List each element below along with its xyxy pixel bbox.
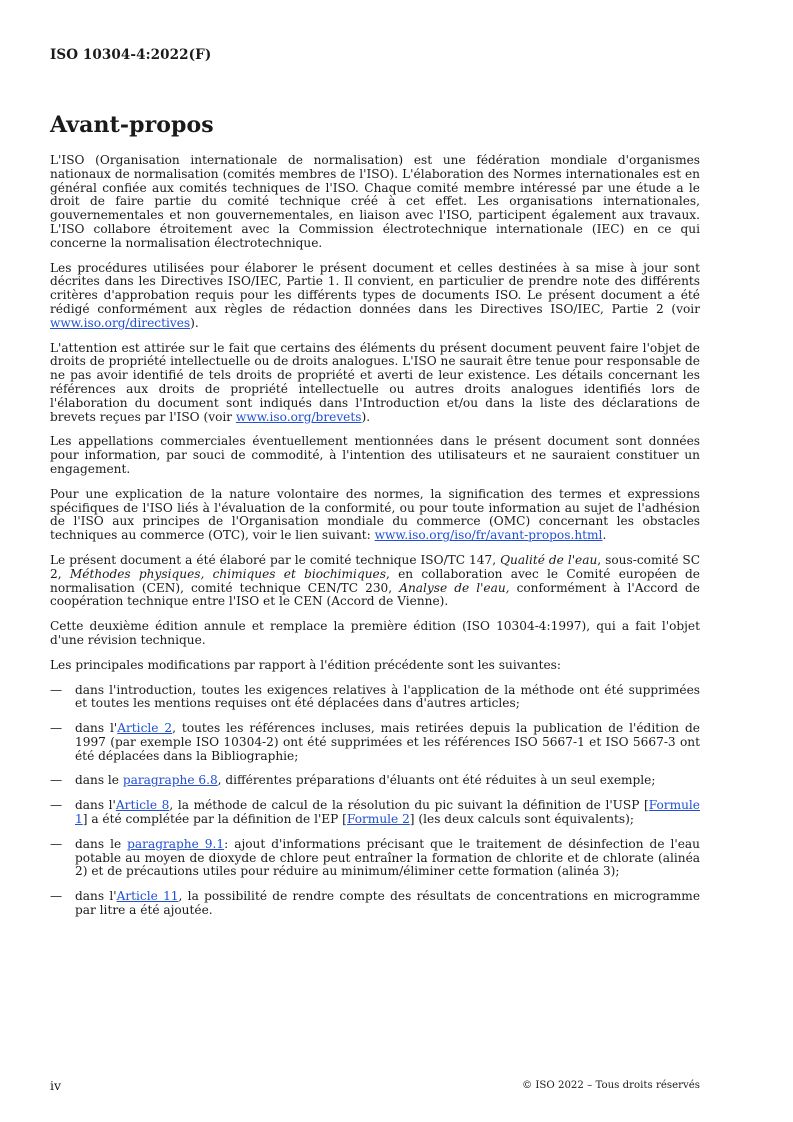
article-8-link[interactable]: Article 8 bbox=[115, 798, 170, 813]
paragraph-5-end: . bbox=[602, 528, 607, 543]
list-item bbox=[50, 838, 700, 879]
dash-bullet: — bbox=[50, 836, 63, 851]
list-item bbox=[50, 684, 700, 712]
paragraph-7 bbox=[50, 620, 700, 648]
paragraph-2-end: ). bbox=[190, 315, 199, 330]
change-4-text-a: dans l' bbox=[75, 798, 116, 813]
paragraph-5 bbox=[50, 488, 700, 543]
avant-propos-link[interactable]: www.iso.org/iso/fr/avant-propos.html bbox=[374, 528, 603, 543]
cen-committee-name-italic: Analyse de l'eau, bbox=[399, 580, 510, 595]
dash-bullet: — bbox=[50, 798, 63, 813]
change-5-text: dans le bbox=[75, 836, 128, 851]
list-item bbox=[50, 722, 700, 763]
list-item bbox=[50, 774, 700, 788]
paragraph-1 bbox=[50, 154, 700, 251]
paragraph-3-end: ). bbox=[361, 409, 371, 424]
section-title: Avant-propos bbox=[50, 112, 214, 138]
dash-bullet: — bbox=[50, 889, 63, 904]
foreword-body bbox=[50, 154, 700, 929]
list-item bbox=[50, 799, 700, 827]
paragraph-3-text: L'attention est attirée sur le fait que certains des éléments du présent document peuvent faire l'objet de droits de propriété intellectuelle ou de droits analogues. L'ISO ne saurait être tenue pour responsable de ne pas avoir identifié de tels droits de propriété et averti de leur existence. Les détails concernant les références aux droits de propriété intellectuelle ou autres droits analogues identifiés lors de l'élaboration du document sont indiqués dans l'Introduction et/ou dans la liste des déclarations de brevets reçues par l'ISO (voir bbox=[50, 340, 700, 424]
paragraph-1-text: L'ISO (Organisation internationale de normalisation) est une fédération mondiale d'organismes nationaux de normalisation (comités membres de l'ISO). L'élaboration des Normes internationales est en général confiée aux comités techniques de l'ISO. Chaque comité membre intéressé par une étude a le droit de faire partie du comité technique créé à cet effet. Les organisations internationales, gouvernementales et non gouvernementales, en liaison avec l'ISO, participent également aux travaux. L'ISO collabore étroitement avec la Commission électrotechnique internationale (IEC) en ce qui concerne la normalisation électrotechnique. bbox=[50, 153, 700, 250]
paragraph-2 bbox=[50, 262, 700, 331]
article-2-link[interactable]: Article 2 bbox=[117, 721, 173, 736]
directives-link[interactable]: www.iso.org/directives bbox=[50, 315, 191, 330]
article-11-link[interactable]: Article 11 bbox=[116, 889, 179, 904]
change-1-text: dans l'introduction, toutes les exigences relatives à l'application de la méthode ont été supprimées et toutes les mentions requises ont été déplacées dans d'autres articles; bbox=[75, 682, 700, 711]
paragraph-6-text-b: , sous-comité SC 2, bbox=[50, 552, 700, 581]
formule-1-link[interactable]: Formule 1 bbox=[75, 798, 700, 827]
change-6-text: dans l' bbox=[75, 889, 117, 904]
paragraph-4 bbox=[50, 435, 700, 476]
change-2-end: , toutes les références incluses, mais retirées depuis la publication de l'édition de 1997 (par exemple ISO 10304-2) ont été supprimées et les références ISO 5667-1 et ISO 5667-3 ont été déplacées dans la Bibliographie; bbox=[75, 721, 700, 763]
changes-list bbox=[50, 684, 700, 918]
paragraph-8-text: Les principales modifications par rapport à l'édition précédente sont les suivantes: bbox=[50, 657, 561, 672]
paragraph-4-text: Les appellations commerciales éventuellement mentionnées dans le présent document sont données pour information, par souci de commodité, à l'intention des utilisateurs et ne sauraient constituer un engagement. bbox=[50, 434, 700, 476]
dash-bullet: — bbox=[50, 721, 63, 736]
paragraph-8 bbox=[50, 659, 700, 673]
paragraph-9-1-link[interactable]: paragraphe 9.1 bbox=[127, 836, 225, 851]
change-5-end: : ajout d'informations précisant que le traitement de désinfection de l'eau potable au moyen de dioxyde de chlore peut entraîner la formation de chlorite et de chlorate (alinéa 2) et de précautions utiles pour réduire au minimum/éliminer cette formation (alinéa 3); bbox=[75, 836, 700, 879]
change-6-end: , la possibilité de rendre compte des résultats de concentrations en microgramme par litre a été ajoutée. bbox=[75, 889, 701, 918]
change-4-text-d: ] (les deux calculs sont équivalents); bbox=[409, 812, 634, 827]
copyright-notice: © ISO 2022 – Tous droits réservés bbox=[521, 1080, 700, 1091]
dash-bullet: — bbox=[50, 773, 63, 788]
document-page bbox=[50, 0, 700, 1122]
paragraph-6 bbox=[50, 554, 700, 609]
paragraph-2-text: Les procédures utilisées pour élaborer le présent document et celles destinées à sa mise à jour sont décrites dans les Directives ISO/IEC, Partie 1. Il convient, en particulier de prendre note des différents critères d'approbation requis pour les différents types de documents ISO. Le présent document a été rédigé conformément aux règles de rédaction données dans les Directives ISO/IEC, Partie 2 (voir bbox=[50, 260, 700, 316]
paragraph-6-text-c: , en collaboration avec le Comité européen de normalisation (CEN), comité technique CEN/TC 230, bbox=[50, 566, 700, 595]
page-number: iv bbox=[50, 1078, 62, 1093]
change-3-end: , différentes préparations d'éluants ont été réduites à un seul exemple; bbox=[217, 773, 656, 788]
document-id-header: ISO 10304-4:2022(F) bbox=[50, 47, 212, 63]
formule-2-link[interactable]: Formule 2 bbox=[346, 812, 410, 827]
change-4-text-c: ] a été complétée par la définition de l'EP [ bbox=[82, 812, 347, 827]
paragraph-5-text: Pour une explication de la nature volontaire des normes, la signification des termes et expressions spécifiques de l'ISO liés à l'évaluation de la conformité, ou pour toute information au sujet de l'adhésion de l'ISO aux principes de l'Organisation mondiale du commerce (OMC) concernant les obstacles techniques au commerce (OTC), voir le lien suivant: bbox=[50, 486, 700, 543]
change-3-text: dans le bbox=[75, 773, 123, 788]
list-item bbox=[50, 890, 700, 918]
change-2-text: dans l' bbox=[75, 721, 118, 736]
paragraph-3 bbox=[50, 342, 700, 425]
paragraph-6-text-a: Le présent document a été élaboré par le comité technique ISO/TC 147, bbox=[50, 552, 501, 567]
paragraph-6-8-link[interactable]: paragraphe 6.8 bbox=[122, 773, 218, 788]
brevets-link[interactable]: www.iso.org/brevets bbox=[235, 409, 362, 424]
committee-name-italic: Qualité de l'eau bbox=[500, 552, 598, 567]
dash-bullet: — bbox=[50, 682, 63, 697]
subcommittee-name-italic: Méthodes physiques, chimiques et biochimiques bbox=[69, 566, 386, 581]
paragraph-7-text: Cette deuxième édition annule et remplace la première édition (ISO 10304-4:1997), qui a fait l'objet d'une révision technique. bbox=[50, 619, 700, 647]
change-4-text-b: , la méthode de calcul de la résolution du pic suivant la définition de l'USP [ bbox=[169, 798, 649, 813]
paragraph-6-text-d: conformément à l'Accord de coopération technique entre l'ISO et le CEN (Accord de Vienne). bbox=[50, 580, 700, 609]
